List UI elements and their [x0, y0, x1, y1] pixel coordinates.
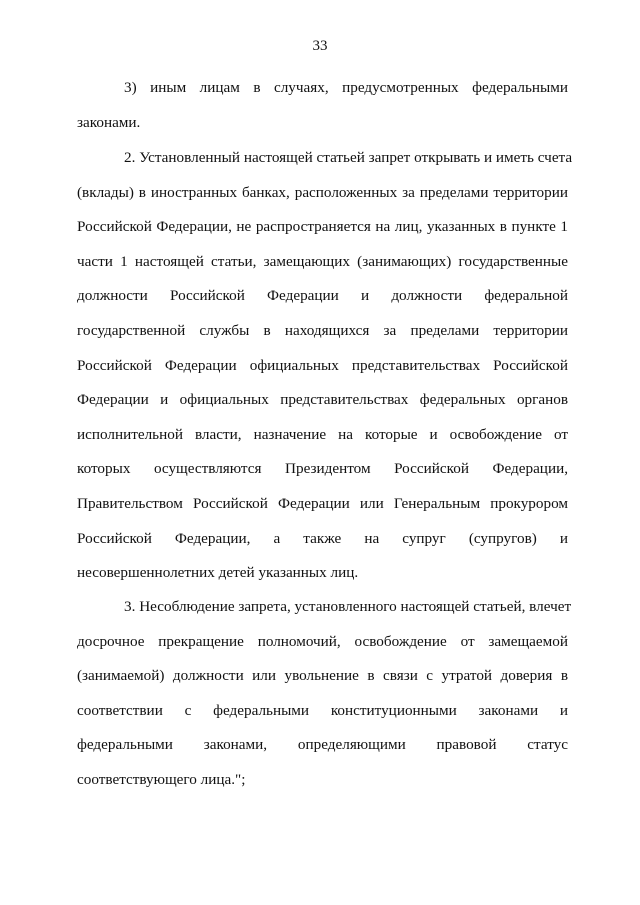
text-line: Российской Федерации, а также на супруг (супругов) и [77, 529, 568, 547]
text-line: Правительством Российской Федерации или Генеральным прокурором [77, 494, 568, 512]
page-number: 33 [312, 38, 328, 54]
paragraph-item-3 [77, 71, 568, 140]
text-line: досрочное прекращение полномочий, освобождение от замещаемой [77, 632, 568, 650]
text-line: должности Российской Федерации и должности федеральной [77, 287, 568, 305]
paragraph-section-2 [77, 141, 573, 591]
text-line: соответствующего лица."; [77, 770, 246, 788]
text-line: (вклады) в иностранных банках, расположенных за пределами территории [77, 183, 568, 201]
text-line: 2. Установленный настоящей статьей запрет открывать и иметь счета [124, 149, 573, 166]
text-line: законами. [77, 113, 141, 131]
text-line: части 1 настоящей статьи, замещающих (занимающих) государственные [77, 252, 568, 270]
paragraph-section-3 [77, 590, 572, 798]
text-line: исполнительной власти, назначение на которые и освобождение от [77, 425, 568, 443]
text-line: (занимаемой) должности или увольнение в связи с утратой доверия в [77, 667, 568, 685]
text-line: Российской Федерации официальных представительствах Российской [77, 356, 568, 374]
text-line: 3) иным лицам в случаях, предусмотренных федеральными [124, 79, 568, 96]
text-line: государственной службы в находящихся за пределами территории [77, 321, 568, 339]
text-line: соответствии с федеральными конституционными законами и [77, 701, 568, 719]
text-line: 3. Несоблюдение запрета, установленного настоящей статьей, влечет [124, 598, 572, 615]
text-line: Российской Федерации, не распространяется на лиц, указанных в пункте 1 [77, 218, 568, 236]
text-line: несовершеннолетних детей указанных лиц. [77, 564, 359, 582]
text-line: Федерации и официальных представительствах федеральных органов [77, 391, 568, 409]
text-line: которых осуществляются Президентом Российской Федерации, [77, 460, 568, 478]
text-line: федеральными законами, определяющими правовой статус [77, 736, 568, 754]
